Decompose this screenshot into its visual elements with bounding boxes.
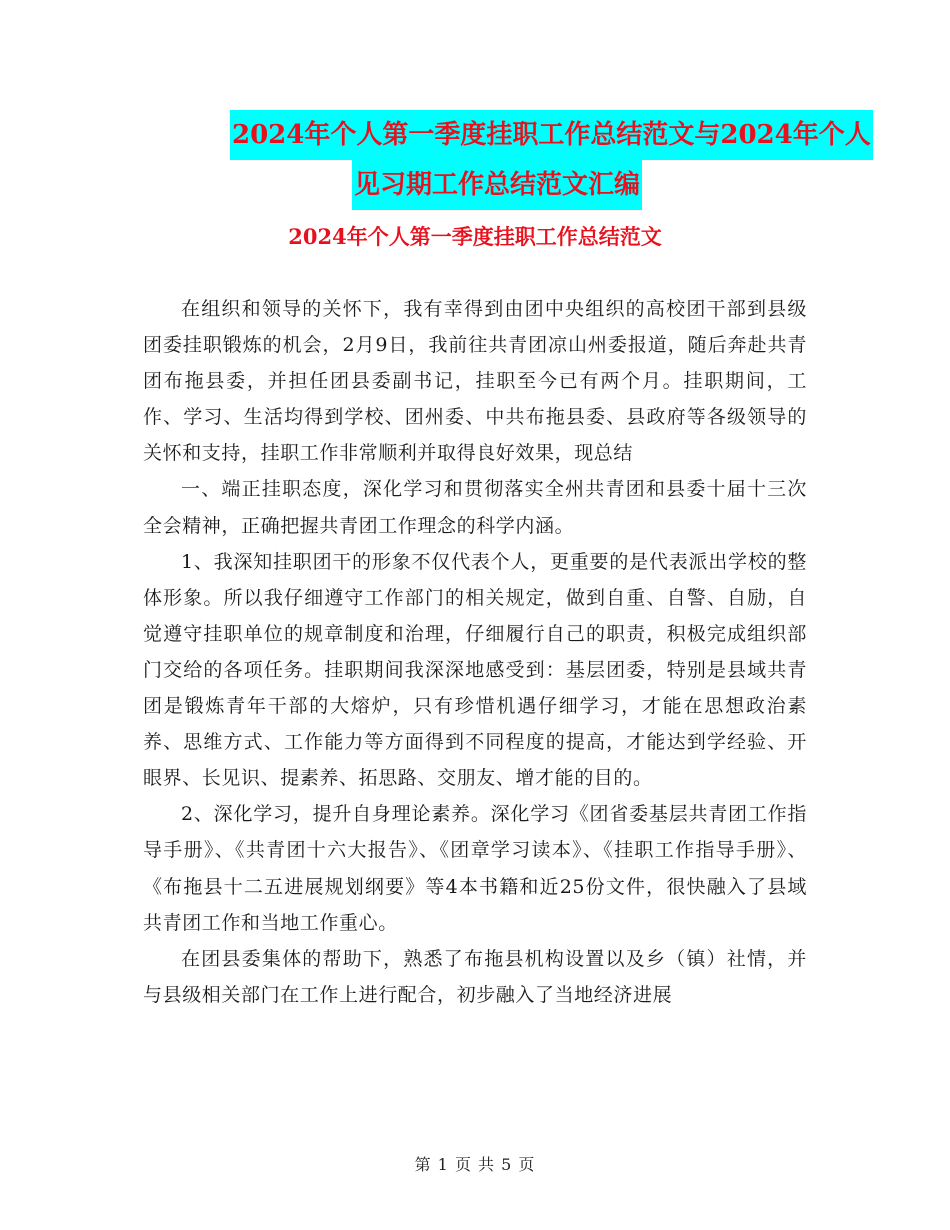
paragraph: 在团县委集体的帮助下，熟悉了布拖县机构设置以及乡（镇）社情，并与县级相关部门在工作上进行配合，初步融入了当地经济进展 [143, 947, 807, 1006]
section-subtitle: 2024年个人第一季度挂职工作总结范文 [288, 224, 662, 249]
title-line-2: 见习期工作总结范文汇编 [352, 160, 642, 210]
paragraph: 在组织和领导的关怀下，我有幸得到由团中央组织的高校团干部到县级团委挂职锻炼的机会，2月9日，我前往共青团凉山州委报道，随后奔赴共青团布拖县委，并担任团县委副书记，挂职至今已有两个月。挂职期间，工作、学习、生活均得到学校、团州委、中共布拖县委、县政府等各级领导的关怀和支持，挂职工作非常顺利并取得良好效果，现总结 [143, 298, 807, 465]
paragraph: 一、端正挂职态度，深化学习和贯彻落实全州共青团和县委十届十三次全会精神，正确把握共青团工作理念的科学内涵。 [143, 478, 807, 537]
document-title [140, 110, 871, 210]
paragraph: 1、我深知挂职团干的形象不仅代表个人，更重要的是代表派出学校的整体形象。所以我仔细遵守工作部门的相关规定，做到自重、自警、自励，自觉遵守挂职单位的规章制度和治理，仔细履行自己的职责，积极完成组织部门交给的各项任务。挂职期间我深深地感受到：基层团委，特别是县域共青团是锻炼青年干部的大熔炉，只有珍惜机遇仔细学习，才能在思想政治素养、思维方式、工作能力等方面得到不同程度的提高，才能达到学经验、开眼界、长见识、提素养、拓思路、交朋友、增才能的目的。 [143, 550, 807, 790]
document-body [143, 291, 807, 1013]
page-footer: 第 1 页 共 5 页 [414, 1155, 536, 1174]
title-line-1: 2024年个人第一季度挂职工作总结范文与2024年个人 [230, 110, 873, 160]
paragraph: 2、深化学习，提升自身理论素养。深化学习《团省委基层共青团工作指导手册》、《共青团十六大报告》、《团章学习读本》、《挂职工作指导手册》、《布拖县十二五进展规划纲要》等4本书籍和近25份文件，很快融入了县域共青团工作和当地工作重心。 [143, 803, 807, 934]
